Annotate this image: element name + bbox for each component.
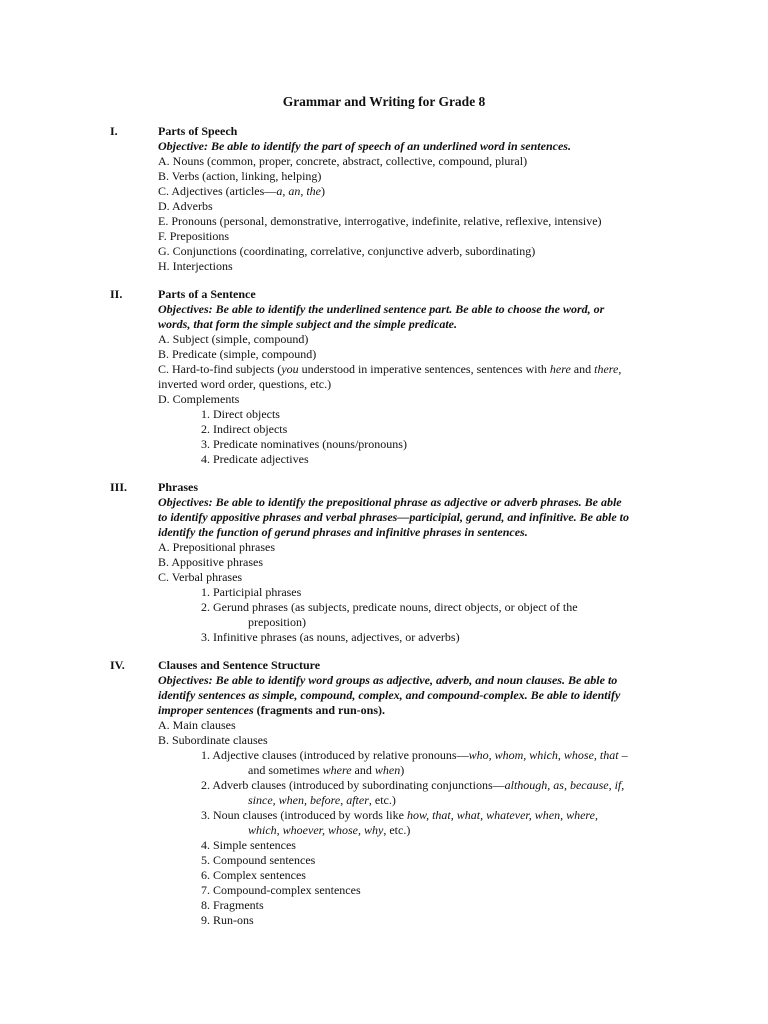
section-heading: Parts of a Sentence <box>158 287 256 301</box>
sub-list-item: 2. Adverb clauses (introduced by subordinating conjunctions—although, as, because, if, <box>201 778 625 792</box>
sub-list-item: 9. Run-ons <box>201 913 254 927</box>
section-numeral: IV. <box>110 658 125 672</box>
sub-list-item: 5. Compound sentences <box>201 853 316 867</box>
section-heading: Clauses and Sentence Structure <box>158 658 321 672</box>
list-item: A. Subject (simple, compound) <box>158 332 309 346</box>
list-item: D. Complements <box>158 392 240 406</box>
sub-list-item: 4. Predicate adjectives <box>201 452 309 466</box>
sub-list-item: 8. Fragments <box>201 898 264 912</box>
sub-list-item: 3. Predicate nominatives (nouns/pronouns) <box>201 437 407 451</box>
sub-list-item: 4. Simple sentences <box>201 838 296 852</box>
list-item: C. Hard-to-find subjects (you understood in imperative sentences, sentences with here and there, <box>158 362 622 376</box>
list-item: B. Verbs (action, linking, helping) <box>158 169 322 183</box>
list-item: H. Interjections <box>158 259 233 273</box>
section-objective: improper sentences (fragments and run-ons). <box>158 703 386 717</box>
sub-list-item: 3. Infinitive phrases (as nouns, adjectives, or adverbs) <box>201 630 460 644</box>
list-item: A. Prepositional phrases <box>158 540 275 554</box>
list-item: B. Appositive phrases <box>158 555 263 569</box>
list-item: B. Predicate (simple, compound) <box>158 347 317 361</box>
sub-list-item: 2. Indirect objects <box>201 422 288 436</box>
section-objective: words, that form the simple subject and the simple predicate. <box>158 317 458 331</box>
sub-list-item: 1. Adjective clauses (introduced by relative pronouns—who, whom, which, whose, that – <box>201 748 628 762</box>
section-objective: identify sentences as simple, compound, complex, and compound-complex. Be able to identify <box>158 688 621 702</box>
section-numeral: I. <box>110 124 118 138</box>
list-item: C. Verbal phrases <box>158 570 243 584</box>
section-objective: to identify appositive phrases and verbal phrases—participial, gerund, and infinitive. Be able to <box>158 510 630 524</box>
sub-list-item-continuation: since, when, before, after, etc.) <box>248 793 396 807</box>
sub-list-item: 6. Complex sentences <box>201 868 306 882</box>
list-item: B. Subordinate clauses <box>158 733 268 747</box>
list-item: E. Pronouns (personal, demonstrative, interrogative, indefinite, relative, reflexive, intensive) <box>158 214 602 228</box>
list-item: C. Adjectives (articles—a, an, the) <box>158 184 325 198</box>
list-item: A. Main clauses <box>158 718 236 732</box>
document-title: Grammar and Writing for Grade 8 <box>282 94 486 109</box>
list-item: G. Conjunctions (coordinating, correlative, conjunctive adverb, subordinating) <box>158 244 536 258</box>
sub-list-item: 3. Noun clauses (introduced by words like how, that, what, whatever, when, where, <box>201 808 598 822</box>
sub-list-item: 2. Gerund phrases (as subjects, predicate nouns, direct objects, or object of the <box>201 600 578 614</box>
sub-list-item-continuation: and sometimes where and when) <box>248 763 405 777</box>
sub-list-item-continuation: preposition) <box>248 615 306 629</box>
section-objective: Objectives: Be able to identify the underlined sentence part. Be able to choose the word, or <box>158 302 605 316</box>
list-item: inverted word order, questions, etc.) <box>158 377 332 391</box>
sub-list-item: 7. Compound-complex sentences <box>201 883 361 897</box>
sub-list-item-continuation: which, whoever, whose, why, etc.) <box>248 823 411 837</box>
section-heading: Parts of Speech <box>158 124 238 138</box>
section-numeral: II. <box>110 287 123 301</box>
section-objective: Objectives: Be able to identify the prepositional phrase as adjective or adverb phrases. Be able <box>158 495 622 509</box>
sub-list-item: 1. Direct objects <box>201 407 280 421</box>
list-item: D. Adverbs <box>158 199 213 213</box>
section-numeral: III. <box>110 480 128 494</box>
list-item: F. Prepositions <box>158 229 230 243</box>
sub-list-item: 1. Participial phrases <box>201 585 302 599</box>
list-item: A. Nouns (common, proper, concrete, abstract, collective, compound, plural) <box>158 154 528 168</box>
section-heading: Phrases <box>158 480 198 494</box>
section-objective: identify the function of gerund phrases and infinitive phrases in sentences. <box>158 525 528 539</box>
section-objective: Objective: Be able to identify the part of speech of an underlined word in sentences. <box>158 139 571 153</box>
section-objective: Objectives: Be able to identify word groups as adjective, adverb, and noun clauses. Be able to <box>158 673 618 687</box>
